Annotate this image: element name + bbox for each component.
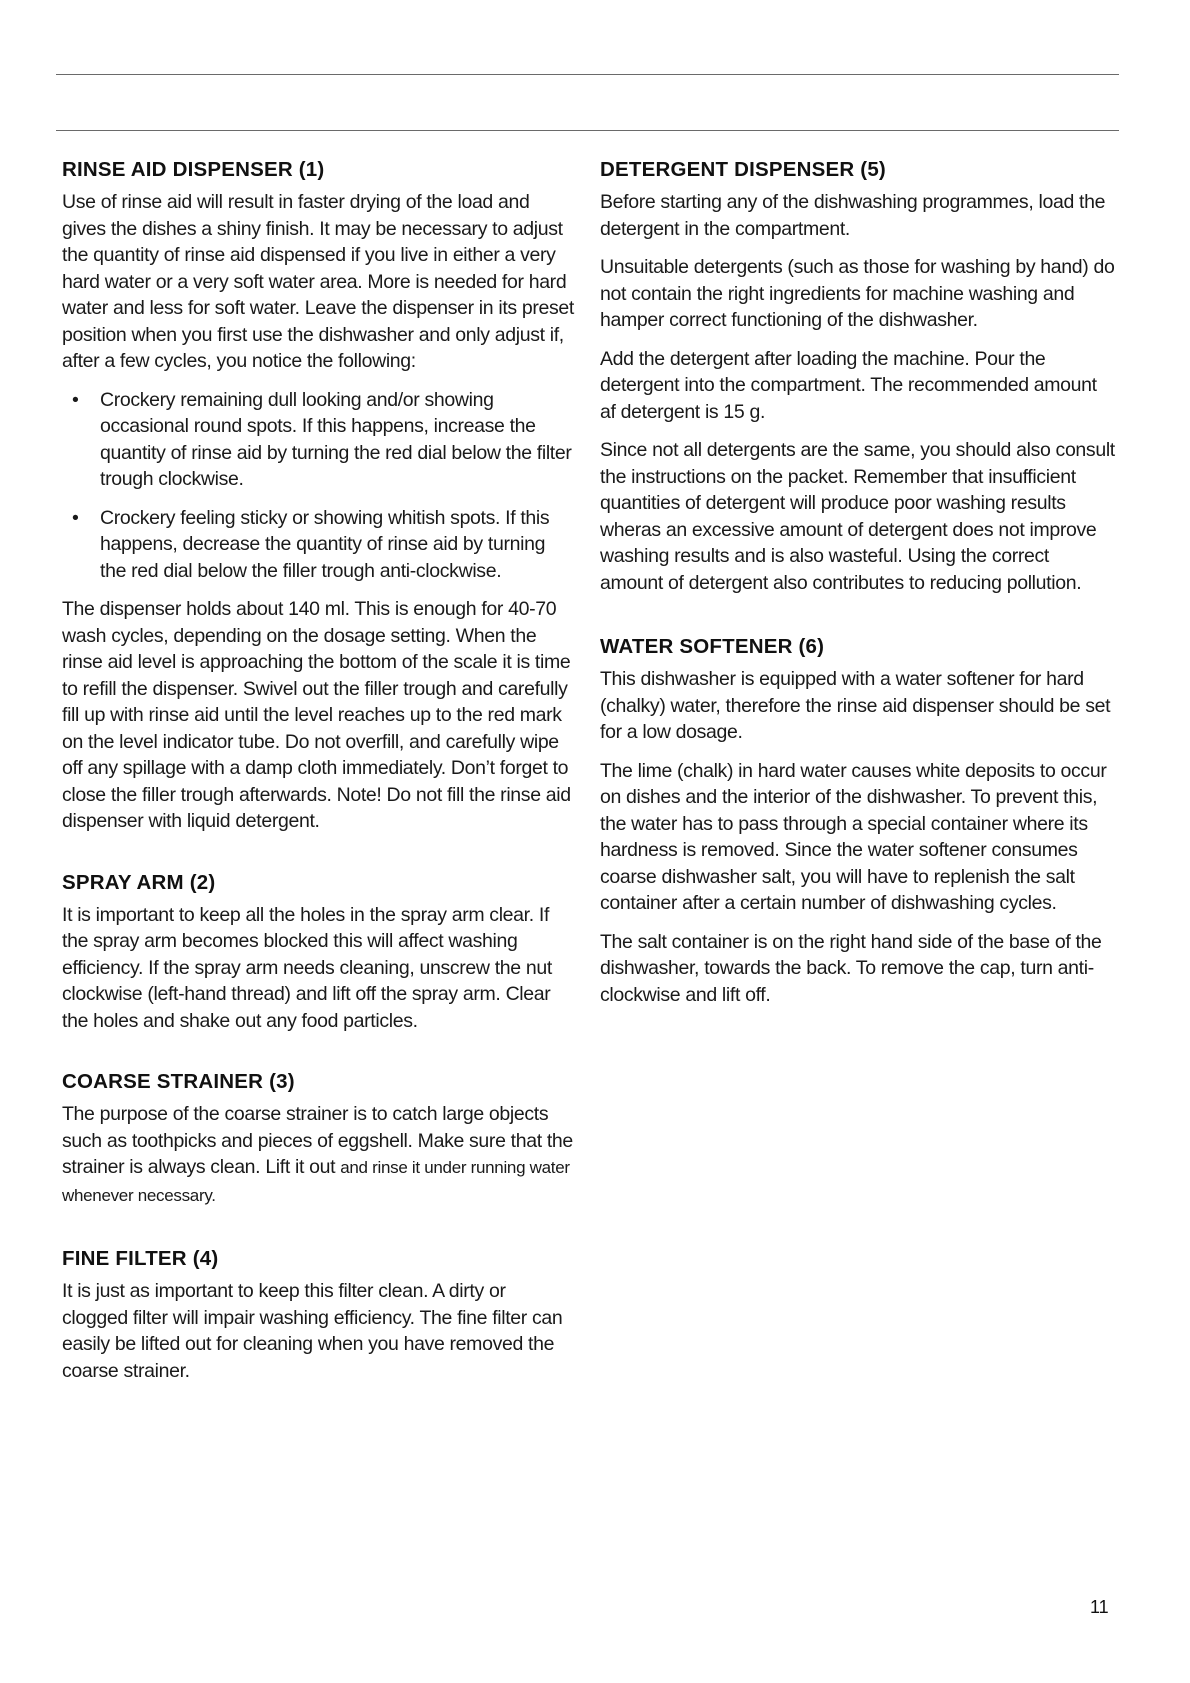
- bullet-icon: •: [72, 388, 79, 411]
- fine-filter-section: [62, 1247, 575, 1384]
- left-column: [62, 158, 575, 1396]
- coarse-strainer-text-main: The purpose of the coarse strainer is to catch large objects such as toothpicks and pieces of eggshell. Make sure that the strainer is always clean. Lift it out: [62, 1103, 573, 1178]
- spray-arm-heading: SPRAY ARM (2): [62, 870, 216, 894]
- rinse-aid-bullet: [72, 505, 575, 585]
- water-softener-paragraph: The lime (chalk) in hard water causes white deposits to occur on dishes and the interior of the dishwasher. To prevent this, the water has to pass through a special container where its hardness is removed. Since the water softener consumes coarse dishwasher salt, you will have to replenish the salt container after a certain number of dishwashing cycles.: [600, 759, 1107, 914]
- rinse-aid-bullet-list: [62, 387, 575, 585]
- rinse-aid-intro: Use of rinse aid will result in faster drying of the load and gives the dishes a shiny finish. It may be necessary to adjust the quantity of rinse aid dispensed if you live in either a very hard water or a very soft water area. More is needed for hard water and less for soft water. Leave the dispenser in its preset position when you first use the dishwasher and only adjust if, after a few cycles, you notice the following:: [62, 191, 574, 372]
- coarse-strainer-heading: COARSE STRAINER (3): [62, 1070, 295, 1093]
- spray-arm-section: [62, 871, 575, 1035]
- bullet-icon: •: [72, 506, 79, 529]
- rinse-aid-bullet: [72, 387, 575, 493]
- detergent-heading: DETERGENT DISPENSER (5): [600, 158, 886, 181]
- rinse-aid-outro: The dispenser holds about 140 ml. This is enough for 40-70 wash cycles, depending on the dosage setting. When the rinse aid level is approaching the bottom of the scale it is time to refill the dispenser. Swivel out the filler trough and carefully fill up with rinse aid until the level reaches up to the red mark on the level indicator tube. Do not overfill, and carefully wipe off any spillage with a damp cloth immediately. Don’t forget to close the filler trough afterwards. Note! Do not fill the rinse aid dispenser with liquid detergent.: [62, 598, 571, 832]
- coarse-strainer-text-small: and rinse it under running water whenever necessary.: [62, 1158, 570, 1205]
- bullet-text: Crockery remaining dull looking and/or showing occasional round spots. If this happens, increase the quantity of rinse aid by turning the red dial below the filter trough clockwise.: [100, 388, 572, 490]
- detergent-paragraph: Unsuitable detergents (such as those for washing by hand) do not contain the right ingredients for machine washing and hamper correct functioning of the dishwasher.: [600, 256, 1115, 331]
- spray-arm-text: It is important to keep all the holes in the spray arm clear. If the spray arm becomes blocked this will affect washing efficiency. If the spray arm needs cleaning, unscrew the nut clockwise (left-hand thread) and lift off the spray arm. Clear the holes and shake out any food particles.: [62, 903, 552, 1032]
- rinse-aid-heading: RINSE AID DISPENSER (1): [62, 158, 325, 181]
- detergent-paragraph: Add the detergent after loading the machine. Pour the detergent into the compartment. The recommended amount af detergent is 15 g.: [600, 347, 1097, 423]
- detergent-paragraph: Since not all detergents are the same, you should also consult the instructions on the packet. Remember that insufficient quantities of detergent will produce poor washing results wheras an excessive amount of detergent does not improve washing results and is also wasteful. Using the correct amount of detergent also contributes to reducing pollution.: [600, 439, 1115, 594]
- water-softener-paragraph: This dishwasher is equipped with a water softener for hard (chalky) water, therefore the rinse aid dispenser should be set for a low dosage.: [600, 668, 1111, 743]
- detergent-section: [600, 158, 1115, 596]
- page-number: 11: [1090, 1597, 1109, 1617]
- coarse-strainer-section: [62, 1070, 575, 1209]
- right-column: [600, 158, 1115, 1020]
- top-rule: [56, 74, 1119, 75]
- water-softener-paragraph: The salt container is on the right hand side of the base of the dishwasher, towards the back. To remove the cap, turn anti-clockwise and lift off.: [600, 930, 1102, 1006]
- water-softener-section: [600, 635, 1115, 1008]
- header-rule: [56, 130, 1119, 131]
- bullet-text: Crockery feeling sticky or showing whitish spots. If this happens, decrease the quantity of rinse aid by turning the red dial below the filler trough anti-clockwise.: [100, 506, 550, 582]
- water-softener-heading: WATER SOFTENER (6): [600, 635, 825, 658]
- fine-filter-text: It is just as important to keep this filter clean. A dirty or clogged filter will impair washing efficiency. The fine filter can easily be lifted out for cleaning when you have removed the coarse strainer.: [62, 1280, 563, 1382]
- fine-filter-heading: FINE FILTER (4): [62, 1247, 219, 1270]
- rinse-aid-section: [62, 158, 575, 835]
- coarse-strainer-text: [62, 1101, 575, 1209]
- detergent-paragraph: Before starting any of the dishwashing programmes, load the detergent in the compartment.: [600, 191, 1106, 240]
